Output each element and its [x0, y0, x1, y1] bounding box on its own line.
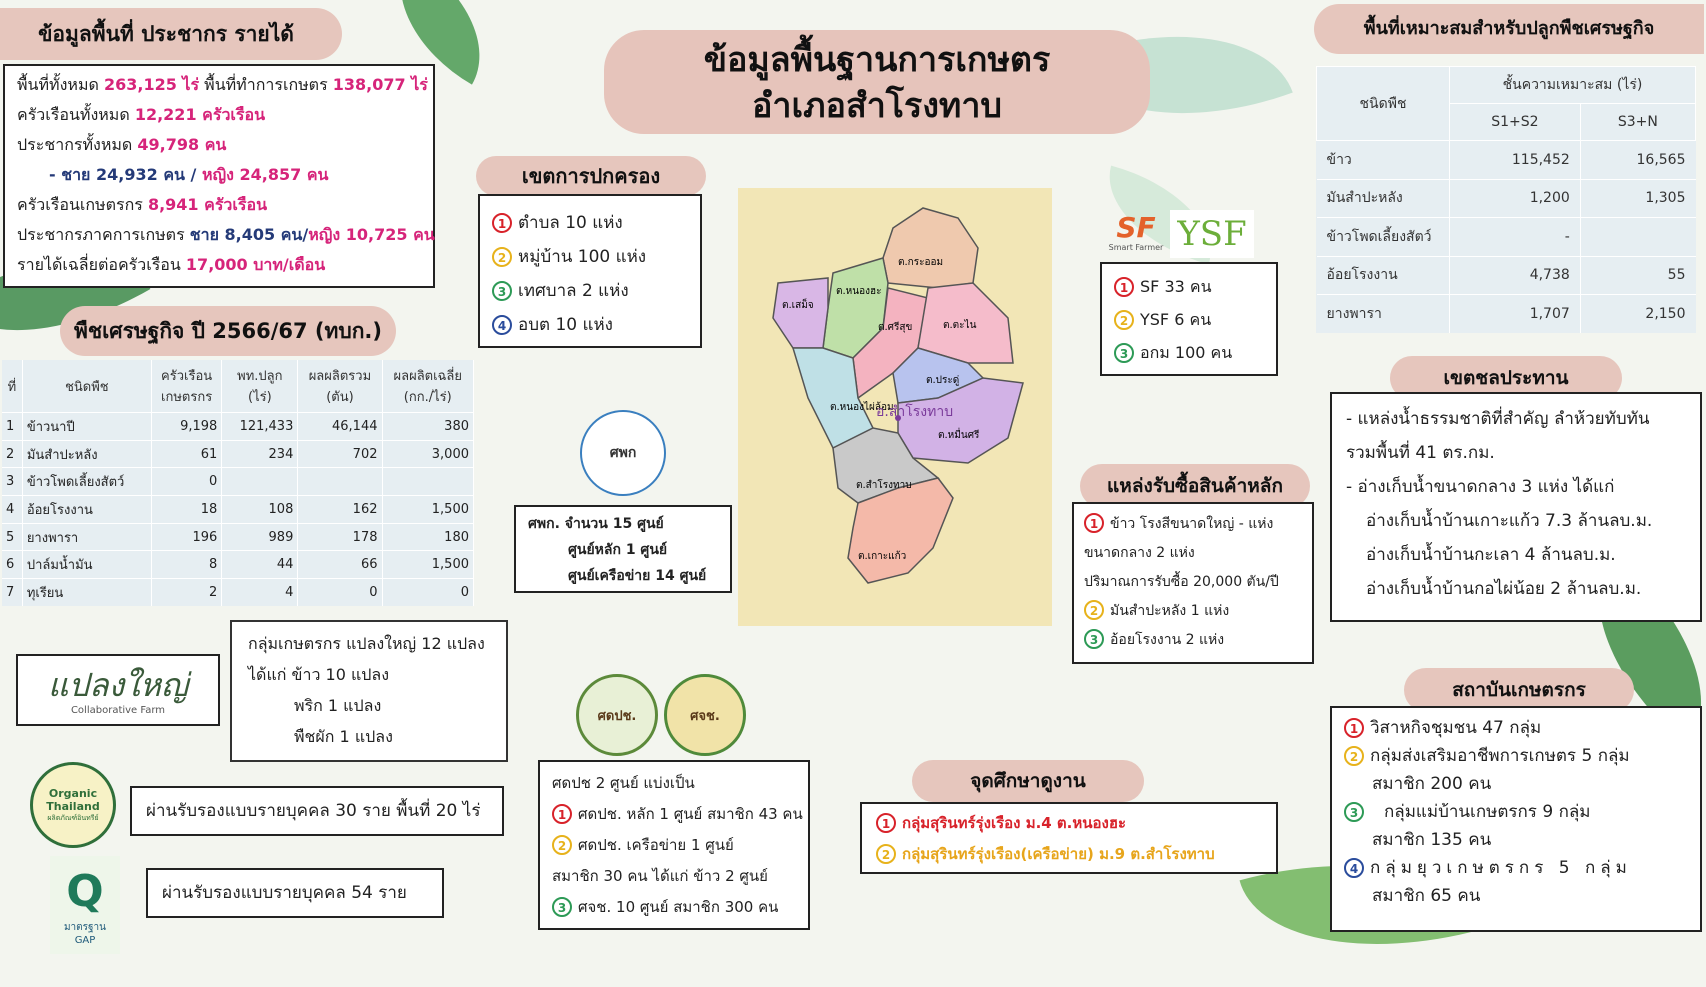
crops-col-header: พท.ปลูก (ไร่) [222, 360, 298, 413]
sdpc-box: ศดปช 2 ศูนย์ แบ่งเป็น 1 ศดปช. หลัก 1 ศูนย์ สมาชิก 43 คน 2 ศดปช. เครือข่าย 1 ศูนย์ สมาชิก 30 คน ได้แก่ ข้าว 2 ศูนย์ 3 ศจช. 10 ศูนย์ สมาชิก 300 คน [538, 760, 810, 930]
sdpc-logo: ศดปช. [576, 674, 658, 756]
table-row [2, 413, 474, 441]
table-cell: 989 [222, 523, 298, 551]
map-label: ต.ประดู่ [926, 375, 960, 386]
table-cell: 3 [2, 468, 22, 496]
table-cell: 44 [222, 551, 298, 579]
table-cell: 8 [151, 551, 221, 579]
table-cell: 4,738 [1450, 256, 1581, 295]
sjc-logo: ศจช. [664, 674, 746, 756]
table-cell: 46,144 [298, 413, 382, 441]
table-cell: มันสำปะหลัง [1317, 179, 1450, 218]
table-cell: 0 [298, 579, 382, 606]
table-cell: 16,565 [1580, 141, 1695, 180]
table-cell [298, 468, 382, 496]
map-region-samet [773, 278, 828, 348]
study-heading: จุดศึกษาดูงาน [912, 760, 1144, 802]
table-cell: มันสำปะหลัง [22, 440, 151, 468]
crops-col-header: ผลผลิตรวม (ตัน) [298, 360, 382, 413]
table-cell: ทุเรียน [22, 579, 151, 606]
table-row [2, 496, 474, 524]
spk-logo: ศพก [580, 410, 666, 496]
institutions-box: 1 วิสาหกิจชุมชน 47 กลุ่ม 2 กลุ่มส่งเสริมอาชีพการเกษตร 5 กลุ่ม สมาชิก 200 คน 3 กลุ่มแม่บ้านเกษตรกร 9 กลุ่ม สมาชิก 135 คน 4 กลุ่มยุวเกษตรกร 5 กลุ่ม สมาชิก 65 คน [1330, 706, 1702, 932]
title-line-2: อำเภอสำโรงทาบ [751, 86, 1003, 126]
table-cell: อ้อยโรงงาน [1317, 256, 1450, 295]
table-cell: 121,433 [222, 413, 298, 441]
table-cell: 1,707 [1450, 295, 1581, 333]
irrigation-line: อ่างเก็บน้ำบ้านกอไผ่น้อย 2 ล้านลบ.ม. [1366, 579, 1642, 599]
district-map [738, 188, 1052, 626]
table-cell: 18 [151, 496, 221, 524]
district-map-svg [738, 188, 1052, 626]
table-cell: ข้าวโพดเลี้ยงสัตว์ [1317, 218, 1450, 257]
table-row [1317, 218, 1696, 257]
suitability-heading: พื้นที่เหมาะสมสำหรับปลูกพืชเศรษฐกิจ [1314, 4, 1704, 54]
irrigation-line: อ่างเก็บน้ำบ้านกะเลา 4 ล้านลบ.ม. [1366, 545, 1616, 565]
area-info-box: พื้นที่ทั้งหมด 263,125 ไร่ พื้นที่ทำการเกษตร 138,077 ไร่ ครัวเรือนทั้งหมด 12,221 ครัวเรือน ประชากรทั้งหมด 49,798 คน - ชาย 24,932 คน / หญิง 24,857 คน ครัวเรือนเกษตรกร 8,941 ครัวเรือน ประชากรภาคการเกษตร ชาย 8,405 คน/หญิง 10,725 คน รายได้เฉลี่ยต่อครัวเรือน 17,000 บาท/เดือน [3, 64, 435, 288]
spk-line-3: ศูนย์เครือข่าย 14 ศูนย์ [568, 568, 707, 584]
table-cell: 702 [298, 440, 382, 468]
table-cell [1580, 218, 1695, 257]
map-label: ต.ตะไน [943, 320, 977, 331]
table-cell: 0 [151, 468, 221, 496]
table-cell: 115,452 [1450, 141, 1581, 180]
table-cell: 2 [151, 579, 221, 606]
map-region-krao-om [883, 208, 978, 288]
table-cell: 2 [2, 440, 22, 468]
table-cell: 180 [382, 523, 474, 551]
smart-farmer-logo: SF Smart Farmer [1108, 210, 1164, 252]
plaeng-yai-logo: แปลงใหญ่ Collaborative Farm [16, 654, 220, 726]
table-cell: 108 [222, 496, 298, 524]
plaeng-yai-box: กลุ่มเกษตรกร แปลงใหญ่ 12 แปลง ได้แก่ ข้าว 10 แปลง พริก 1 แปลง พืชผัก 1 แปลง [230, 620, 508, 762]
table-row [2, 440, 474, 468]
table-cell: อ้อยโรงงาน [22, 496, 151, 524]
crops-col-header: ที่ [2, 360, 22, 413]
table-row [1317, 295, 1696, 333]
map-label: อ.สำโรงทาบ [876, 404, 954, 420]
table-cell: 3,000 [382, 440, 474, 468]
area-info-heading: ข้อมูลพื้นที่ ประชากร รายได้ [0, 8, 342, 60]
table-cell: ยางพารา [22, 523, 151, 551]
spk-box [514, 505, 732, 593]
table-row [1317, 256, 1696, 295]
crops-col-header: ชนิดพืช [22, 360, 151, 413]
map-label: ต.หนองไผ่ล้อม [830, 402, 894, 413]
title-line-1: ข้อมูลพื้นฐานการเกษตร [703, 40, 1051, 80]
table-row [2, 523, 474, 551]
table-cell: ปาล์มน้ำมัน [22, 551, 151, 579]
irrigation-line: รวมพื้นที่ 41 ตร.กม. [1346, 443, 1495, 463]
table-cell: 2,150 [1580, 295, 1695, 333]
map-label: ต.สำโรงทาบ [856, 480, 912, 491]
irrigation-line: อ่างเก็บน้ำบ้านเกาะแก้ว 7.3 ล้านลบ.ม. [1366, 511, 1653, 531]
table-cell: 66 [298, 551, 382, 579]
table-cell: 1,305 [1580, 179, 1695, 218]
page-title [604, 30, 1150, 134]
table-cell [222, 468, 298, 496]
gap-box: ผ่านรับรองแบบรายบุคคล 54 ราย [146, 868, 444, 918]
table-row [1317, 179, 1696, 218]
irrigation-heading: เขตชลประทาน [1390, 356, 1622, 400]
buyers-box: 1 ข้าว โรงสีขนาดใหญ่ - แห่ง ขนาดกลาง 2 แห่ง ปริมาณการรับซื้อ 20,000 ตัน/ปี 2 มันสำปะหลัง 1 แห่ง 3 อ้อยโรงงาน 2 แห่ง [1072, 502, 1314, 664]
map-label: ต.กระออม [898, 257, 944, 268]
organic-box: ผ่านรับรองแบบรายบุคคล 30 ราย พื้นที่ 20 ไร่ [130, 786, 504, 836]
table-cell: 5 [2, 523, 22, 551]
crops-table [2, 360, 474, 606]
admin-heading: เขตการปกครอง [476, 156, 706, 196]
study-box: 1 กลุ่มสุรินทร์รุ่งเรือง ม.4 ต.หนองฮะ 2 กลุ่มสุรินทร์รุ่งเรือง(เครือข่าย) ม.9 ต.สำโรงทาบ [860, 802, 1278, 874]
map-label: ต.ศรีสุข [878, 322, 913, 333]
crops-col-header: ครัวเรือน เกษตรกร [151, 360, 221, 413]
table-cell: 1 [2, 413, 22, 441]
irrigation-line: - อ่างเก็บน้ำขนาดกลาง 3 แห่ง ได้แก่ [1346, 477, 1615, 497]
table-cell: ยางพารา [1317, 295, 1450, 333]
table-row [1317, 141, 1696, 180]
table-cell: ข้าว [1317, 141, 1450, 180]
table-cell: 162 [298, 496, 382, 524]
buyers-heading: แหล่งรับซื้อสินค้าหลัก [1080, 464, 1310, 508]
table-cell: 1,200 [1450, 179, 1581, 218]
crops-heading: พืชเศรษฐกิจ ปี 2566/67 (ทบก.) [60, 306, 396, 356]
table-cell: 7 [2, 579, 22, 606]
institutions-heading: สถาบันเกษตรกร [1404, 668, 1634, 712]
table-cell: 9,198 [151, 413, 221, 441]
gap-logo: Q มาตรฐาน GAP [50, 856, 120, 954]
map-label: ต.หมื่นศรี [938, 430, 980, 441]
table-cell: 234 [222, 440, 298, 468]
admin-box: 1 ตำบล 10 แห่ง 2 หมู่บ้าน 100 แห่ง 3 เทศบาล 2 แห่ง 4 อบต 10 แห่ง [478, 194, 702, 348]
organic-thailand-logo: Organic Thailand ผลิตภัณฑ์อินทรีย์ [30, 762, 116, 848]
map-label: ต.เกาะแก้ว [858, 551, 907, 562]
table-cell: 196 [151, 523, 221, 551]
table-cell: ข้าวโพดเลี้ยงสัตว์ [22, 468, 151, 496]
spk-line-1: ศพก. จำนวน 15 ศูนย์ [528, 516, 664, 532]
table-cell: 178 [298, 523, 382, 551]
table-row [2, 468, 474, 496]
ysf-logo: YSF [1170, 210, 1254, 258]
map-label: ต.เสม็จ [782, 300, 814, 311]
farmer-box: 1 SF 33 คน 2 YSF 6 คน 3 อกม 100 คน [1100, 262, 1278, 376]
table-cell: 4 [222, 579, 298, 606]
irrigation-box [1330, 392, 1702, 622]
table-cell [382, 468, 474, 496]
irrigation-line: - แหล่งน้ำธรรมชาติที่สำคัญ ลำห้วยทับทัน [1346, 409, 1650, 429]
table-cell: 55 [1580, 256, 1695, 295]
table-row [2, 579, 474, 606]
table-cell: 6 [2, 551, 22, 579]
table-cell: - [1450, 218, 1581, 257]
table-cell: 380 [382, 413, 474, 441]
map-label: ต.หนองฮะ [836, 286, 882, 297]
table-cell: 1,500 [382, 551, 474, 579]
table-row [2, 551, 474, 579]
table-cell: 0 [382, 579, 474, 606]
suitability-table: ชนิดพืช ชั้นความเหมาะสม (ไร่) S1+S2 S3+N ข้าว 115,452 16,565 มันสำปะหลัง 1,200 1,305 ข้าวโพดเลี้ยงสัตว์ - อ้อยโรงงาน 4,738 55 ยางพารา 1,707 2,150 [1316, 66, 1696, 333]
table-cell: 1,500 [382, 496, 474, 524]
table-cell: 61 [151, 440, 221, 468]
spk-line-2: ศูนย์หลัก 1 ศูนย์ [568, 542, 668, 558]
table-cell: ข้าวนาปี [22, 413, 151, 441]
crops-col-header: ผลผลิตเฉลี่ย (กก./ไร่) [382, 360, 474, 413]
table-cell: 4 [2, 496, 22, 524]
